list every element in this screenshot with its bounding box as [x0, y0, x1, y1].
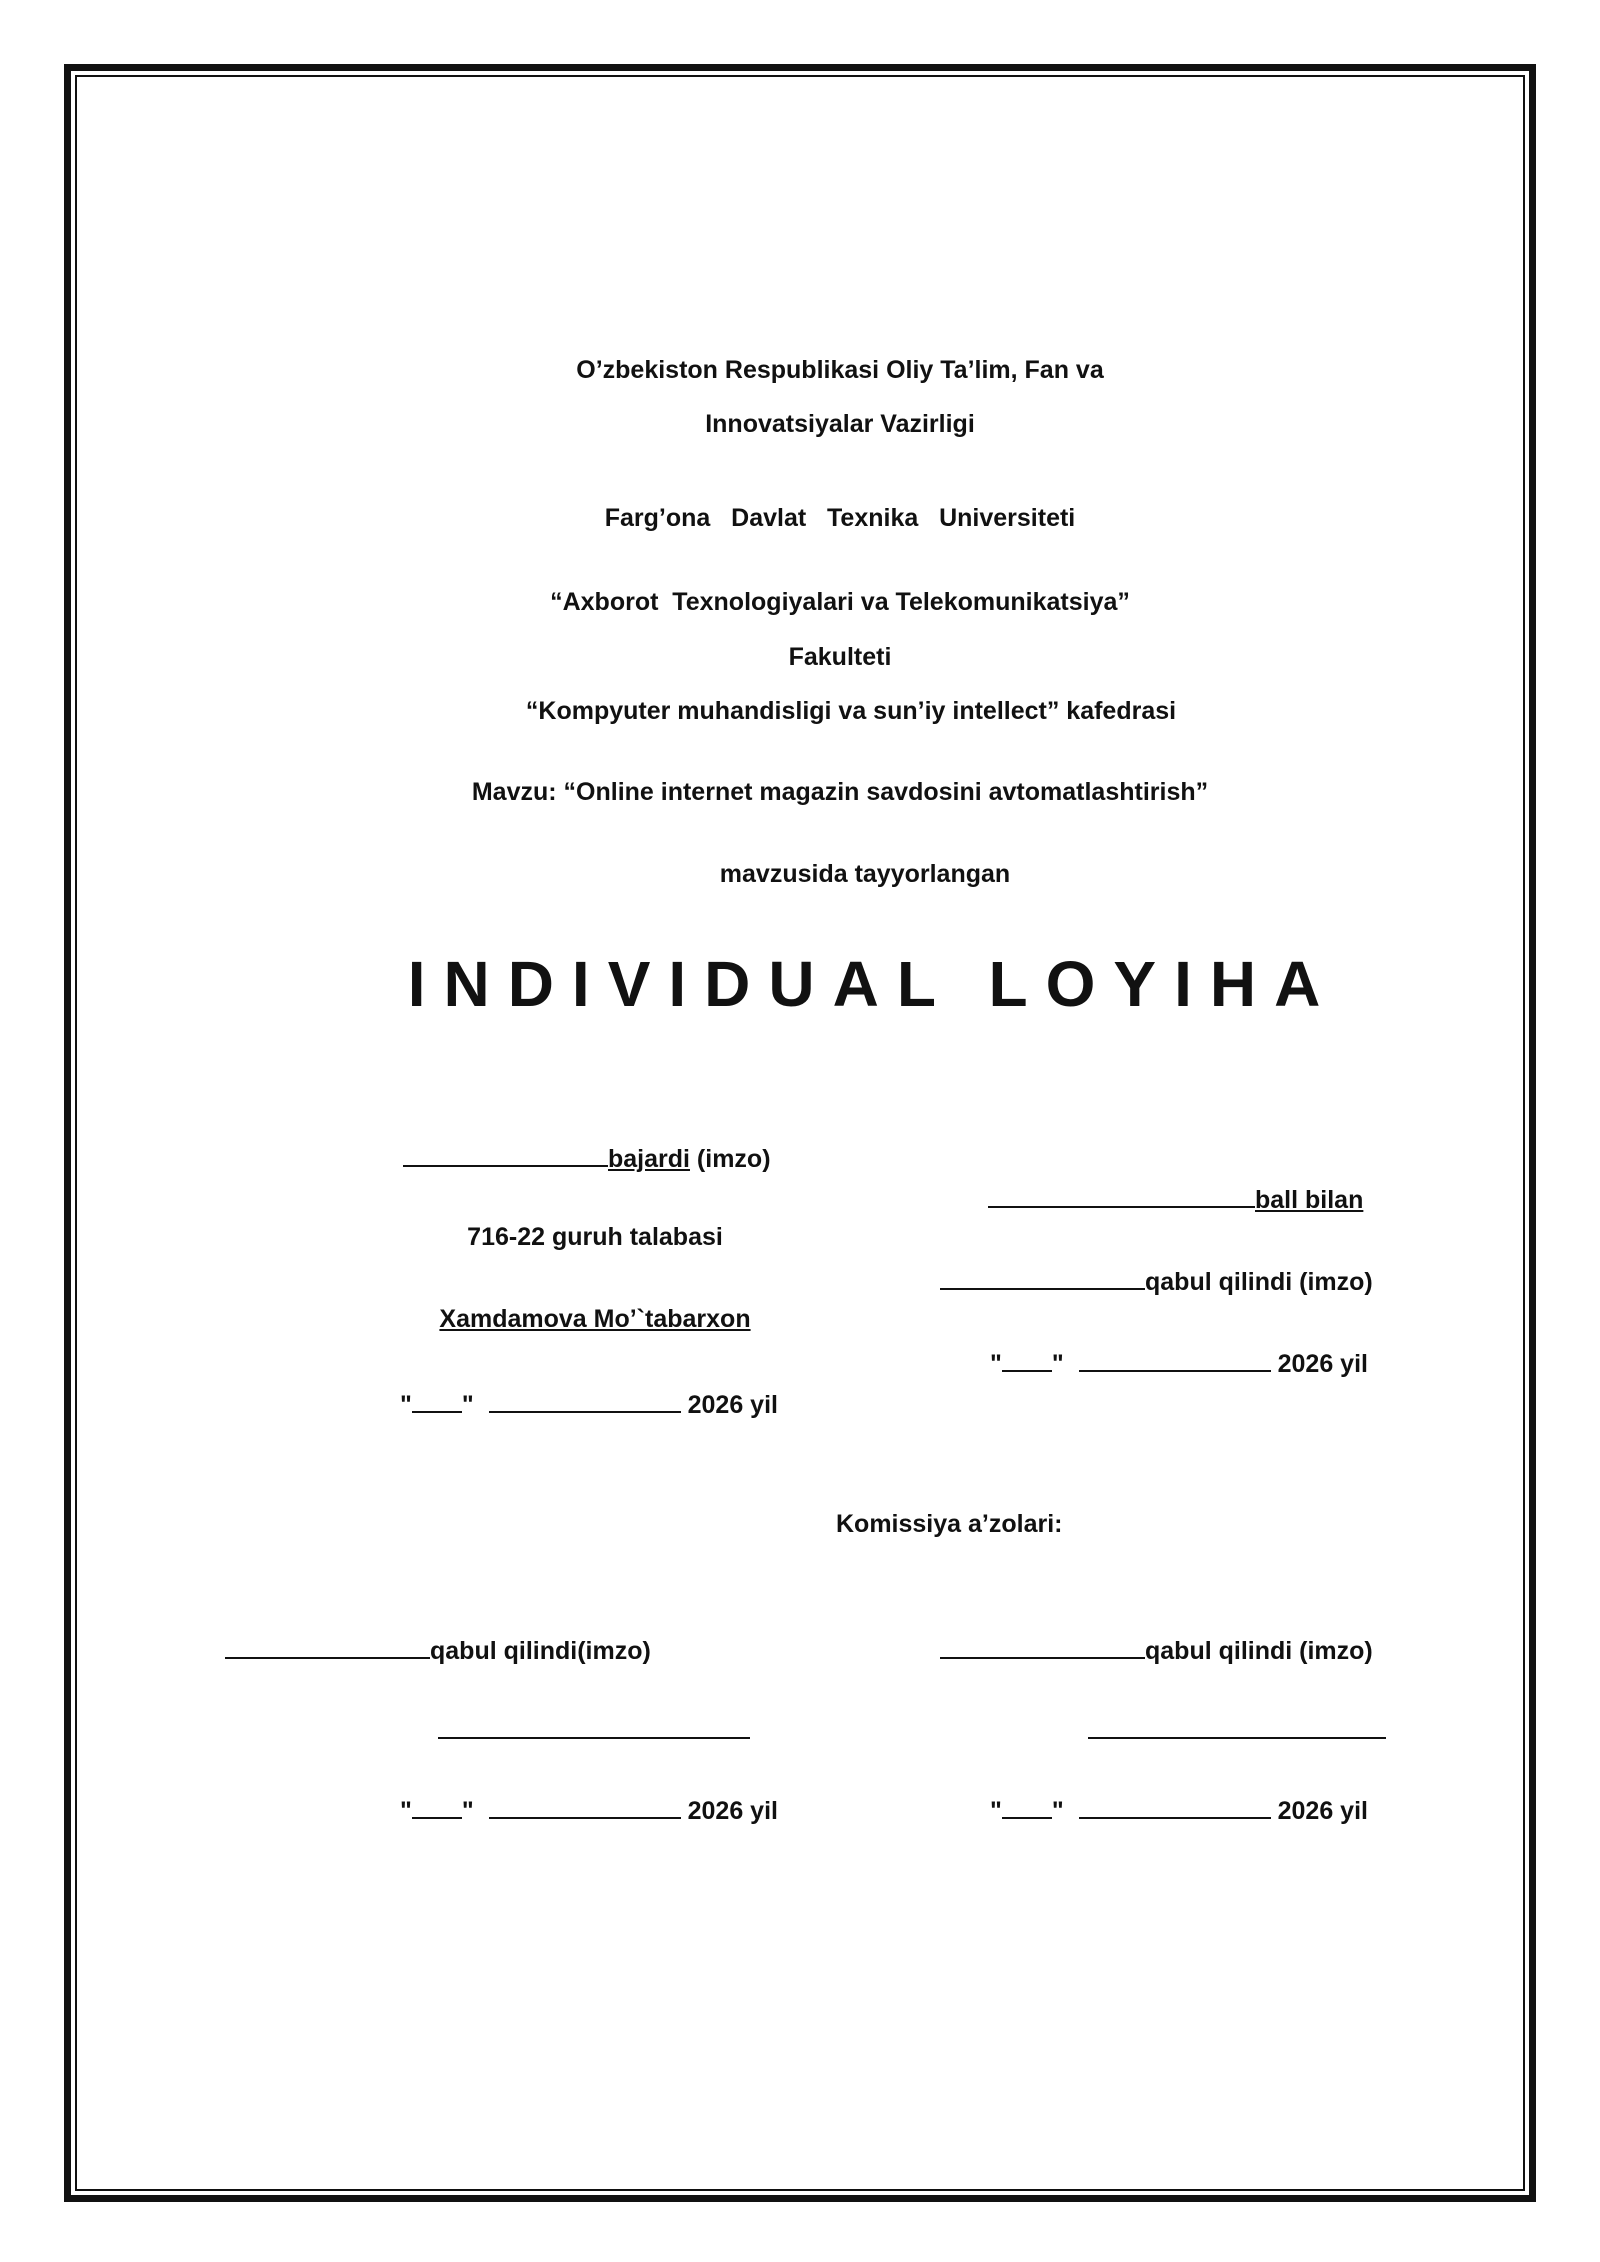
commission-right-accepted-row	[940, 1635, 1373, 1664]
accepted-blank	[940, 1266, 1145, 1290]
student-year: 2026 yil	[687, 1391, 778, 1419]
grading-year: 2026 yil	[1277, 1350, 1368, 1378]
grading-date-row: " " 2026 yil	[990, 1350, 1368, 1378]
score-label: ball bilan	[1255, 1186, 1364, 1214]
accepted-label: qabul qilindi (imzo)	[1145, 1268, 1373, 1296]
student-name: Xamdamova Mo’`tabarxon	[439, 1305, 751, 1333]
document-title: INDIVIDUAL LOYIHA	[407, 948, 1339, 1020]
month-blank	[1079, 1348, 1271, 1372]
day-blank	[412, 1795, 462, 1819]
score-blank	[988, 1184, 1255, 1208]
month-blank	[489, 1795, 681, 1819]
commission-left-name-blank	[438, 1737, 750, 1739]
student-group: 716-22 guruh talabasi	[467, 1223, 723, 1251]
faculty-name: “Axborot Texnologiyalari va Telekomunikatsiya”	[550, 588, 1130, 616]
signature-label-rest: (imzo)	[689, 1145, 771, 1173]
commission-left-accepted-row	[225, 1635, 651, 1664]
topic-line: Mavzu: “Online internet magazin savdosini avtomatlashtirish”	[471, 778, 1209, 806]
day-blank	[1002, 1795, 1052, 1819]
ministry-line-2: Innovatsiyalar Vazirligi	[705, 410, 975, 438]
student-signature-row	[403, 1143, 771, 1172]
faculty-label: Fakulteti	[788, 643, 892, 671]
commission-left-accepted-label: qabul qilindi(imzo)	[430, 1637, 651, 1665]
university-name: Farg’ona Davlat Texnika Universiteti	[604, 504, 1076, 532]
commission-left-date-row: " " 2026 yil	[400, 1797, 778, 1825]
ministry-line-1: O’zbekiston Respublikasi Oliy Ta’lim, Fan va	[576, 356, 1104, 384]
month-blank	[1079, 1795, 1271, 1819]
commission-right-accepted-label: qabul qilindi (imzo)	[1145, 1637, 1373, 1665]
page-border-inner	[75, 75, 1525, 2191]
student-date-row: " " 2026 yil	[400, 1391, 778, 1419]
commission-right-name-blank	[1088, 1737, 1386, 1739]
accepted-blank	[225, 1635, 430, 1659]
day-blank	[412, 1389, 462, 1413]
commission-right-year: 2026 yil	[1277, 1797, 1368, 1825]
accepted-row	[940, 1266, 1373, 1295]
signature-label-underlined: bajardi	[608, 1145, 690, 1173]
month-blank	[489, 1389, 681, 1413]
commission-right-date-row: " " 2026 yil	[990, 1797, 1368, 1825]
topic-suffix: mavzusida tayyorlangan	[719, 860, 1011, 888]
commission-heading: Komissiya a’zolari:	[836, 1510, 1063, 1538]
department-name: “Kompyuter muhandisligi va sun’iy intellect” kafedrasi	[525, 697, 1177, 725]
score-row	[988, 1184, 1363, 1213]
accepted-blank	[940, 1635, 1145, 1659]
signature-blank	[403, 1143, 608, 1167]
day-blank	[1002, 1348, 1052, 1372]
commission-left-year: 2026 yil	[687, 1797, 778, 1825]
